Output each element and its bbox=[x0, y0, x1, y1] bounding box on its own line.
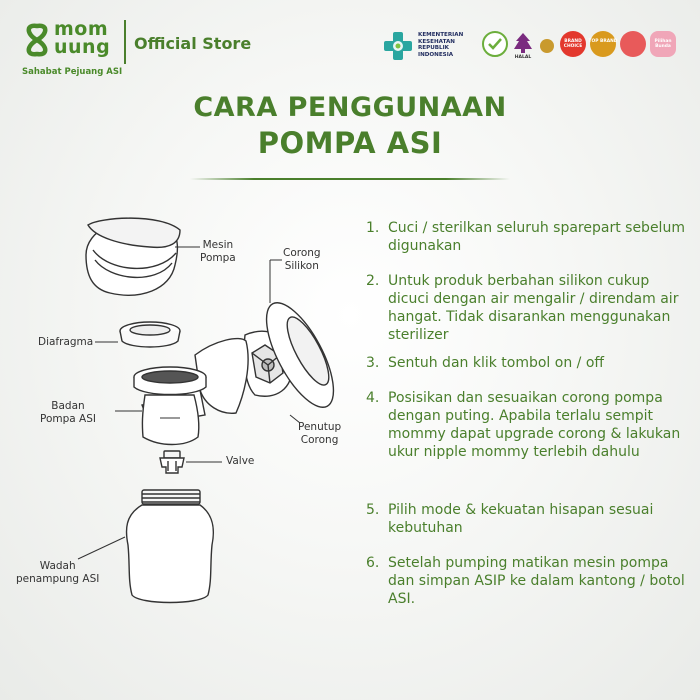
pilihan-bunda-label: Pilihan Bunda bbox=[654, 39, 672, 49]
page-title-line-1: CARA PENGGUNAAN bbox=[193, 92, 507, 123]
badan-pompa-icon bbox=[134, 339, 248, 445]
label-corong-silikon: Corong Silikon bbox=[283, 247, 321, 272]
kemenkes-text: KEMENTERIAN KESEHATAN REPUBLIK INDONESIA bbox=[418, 32, 464, 58]
logo-wordmark bbox=[54, 20, 110, 56]
step-number: 2. bbox=[366, 273, 380, 289]
momuung-logo-icon bbox=[22, 22, 52, 58]
top-brand-badge-icon bbox=[590, 31, 616, 57]
top-brand-label: TOP BRAND bbox=[588, 39, 618, 44]
certification-badges bbox=[382, 28, 687, 64]
header-divider bbox=[124, 20, 126, 64]
label-penutup-corong: Penutup Corong bbox=[298, 421, 342, 446]
label-badan-pompa: Badan Pompa ASI bbox=[40, 400, 96, 425]
valve-icon bbox=[160, 451, 184, 473]
certified-badge-icon bbox=[482, 31, 508, 57]
step-number: 6. bbox=[366, 555, 380, 571]
brand-choice-badge-icon bbox=[560, 31, 586, 57]
logo-word-uung: uung bbox=[54, 36, 111, 58]
award-badge-icon bbox=[620, 31, 646, 57]
pilihan-bunda-badge-icon bbox=[650, 31, 676, 57]
brand-choice-label: BRAND CHOICE bbox=[563, 39, 583, 49]
wadah-botol-icon bbox=[126, 490, 213, 603]
official-store-label: Official Store bbox=[134, 34, 252, 53]
step-text: Untuk produk berbahan silikon cukup dicuci dengan air mengalir / direndam air hangat. Tidak disarankan menggunakan sterilizer bbox=[388, 273, 679, 343]
step-text: Posisikan dan sesuaikan corong pompa dengan puting. Apabila terlalu sempit mommy dapat upgrade corong & lakukan ukur nipple mommy terlebih dahulu bbox=[388, 390, 681, 460]
step-text: Pilih mode & kekuatan hisapan sesuai kebutuhan bbox=[388, 502, 654, 536]
halal-logo-icon bbox=[510, 31, 536, 57]
step-number: 5. bbox=[366, 502, 380, 518]
diafragma-icon bbox=[120, 322, 180, 347]
page-title-line-2: POMPA ASI bbox=[257, 126, 443, 160]
step-number: 4. bbox=[366, 390, 380, 406]
step-text: Cuci / sterilkan seluruh sparepart sebelum digunakan bbox=[388, 220, 685, 254]
kemenkes-logo-icon bbox=[382, 30, 414, 62]
momuung-logo[interactable] bbox=[22, 18, 123, 80]
header bbox=[0, 0, 700, 90]
label-wadah: Wadah penampung ASI bbox=[16, 560, 100, 585]
title-underline bbox=[190, 178, 510, 180]
label-mesin-pompa: Mesin Pompa bbox=[200, 239, 236, 264]
step-number: 1. bbox=[366, 220, 380, 236]
step-text: Sentuh dan klik tombol on / off bbox=[388, 355, 605, 371]
award-medal-icon bbox=[540, 39, 554, 53]
halal-label: HALAL bbox=[514, 55, 532, 60]
logo-word-mom: mom bbox=[54, 18, 109, 40]
logo-tagline: Sahabat Pejuang ASI bbox=[22, 67, 123, 77]
label-diafragma: Diafragma bbox=[38, 336, 94, 348]
label-valve: Valve bbox=[226, 455, 255, 467]
mesin-pompa-icon bbox=[86, 218, 180, 295]
breast-pump-diagram bbox=[0, 185, 370, 685]
step-number: 3. bbox=[366, 355, 380, 371]
step-text: Setelah pumping matikan mesin pompa dan simpan ASIP ke dalam kantong / botol ASI. bbox=[388, 555, 685, 607]
